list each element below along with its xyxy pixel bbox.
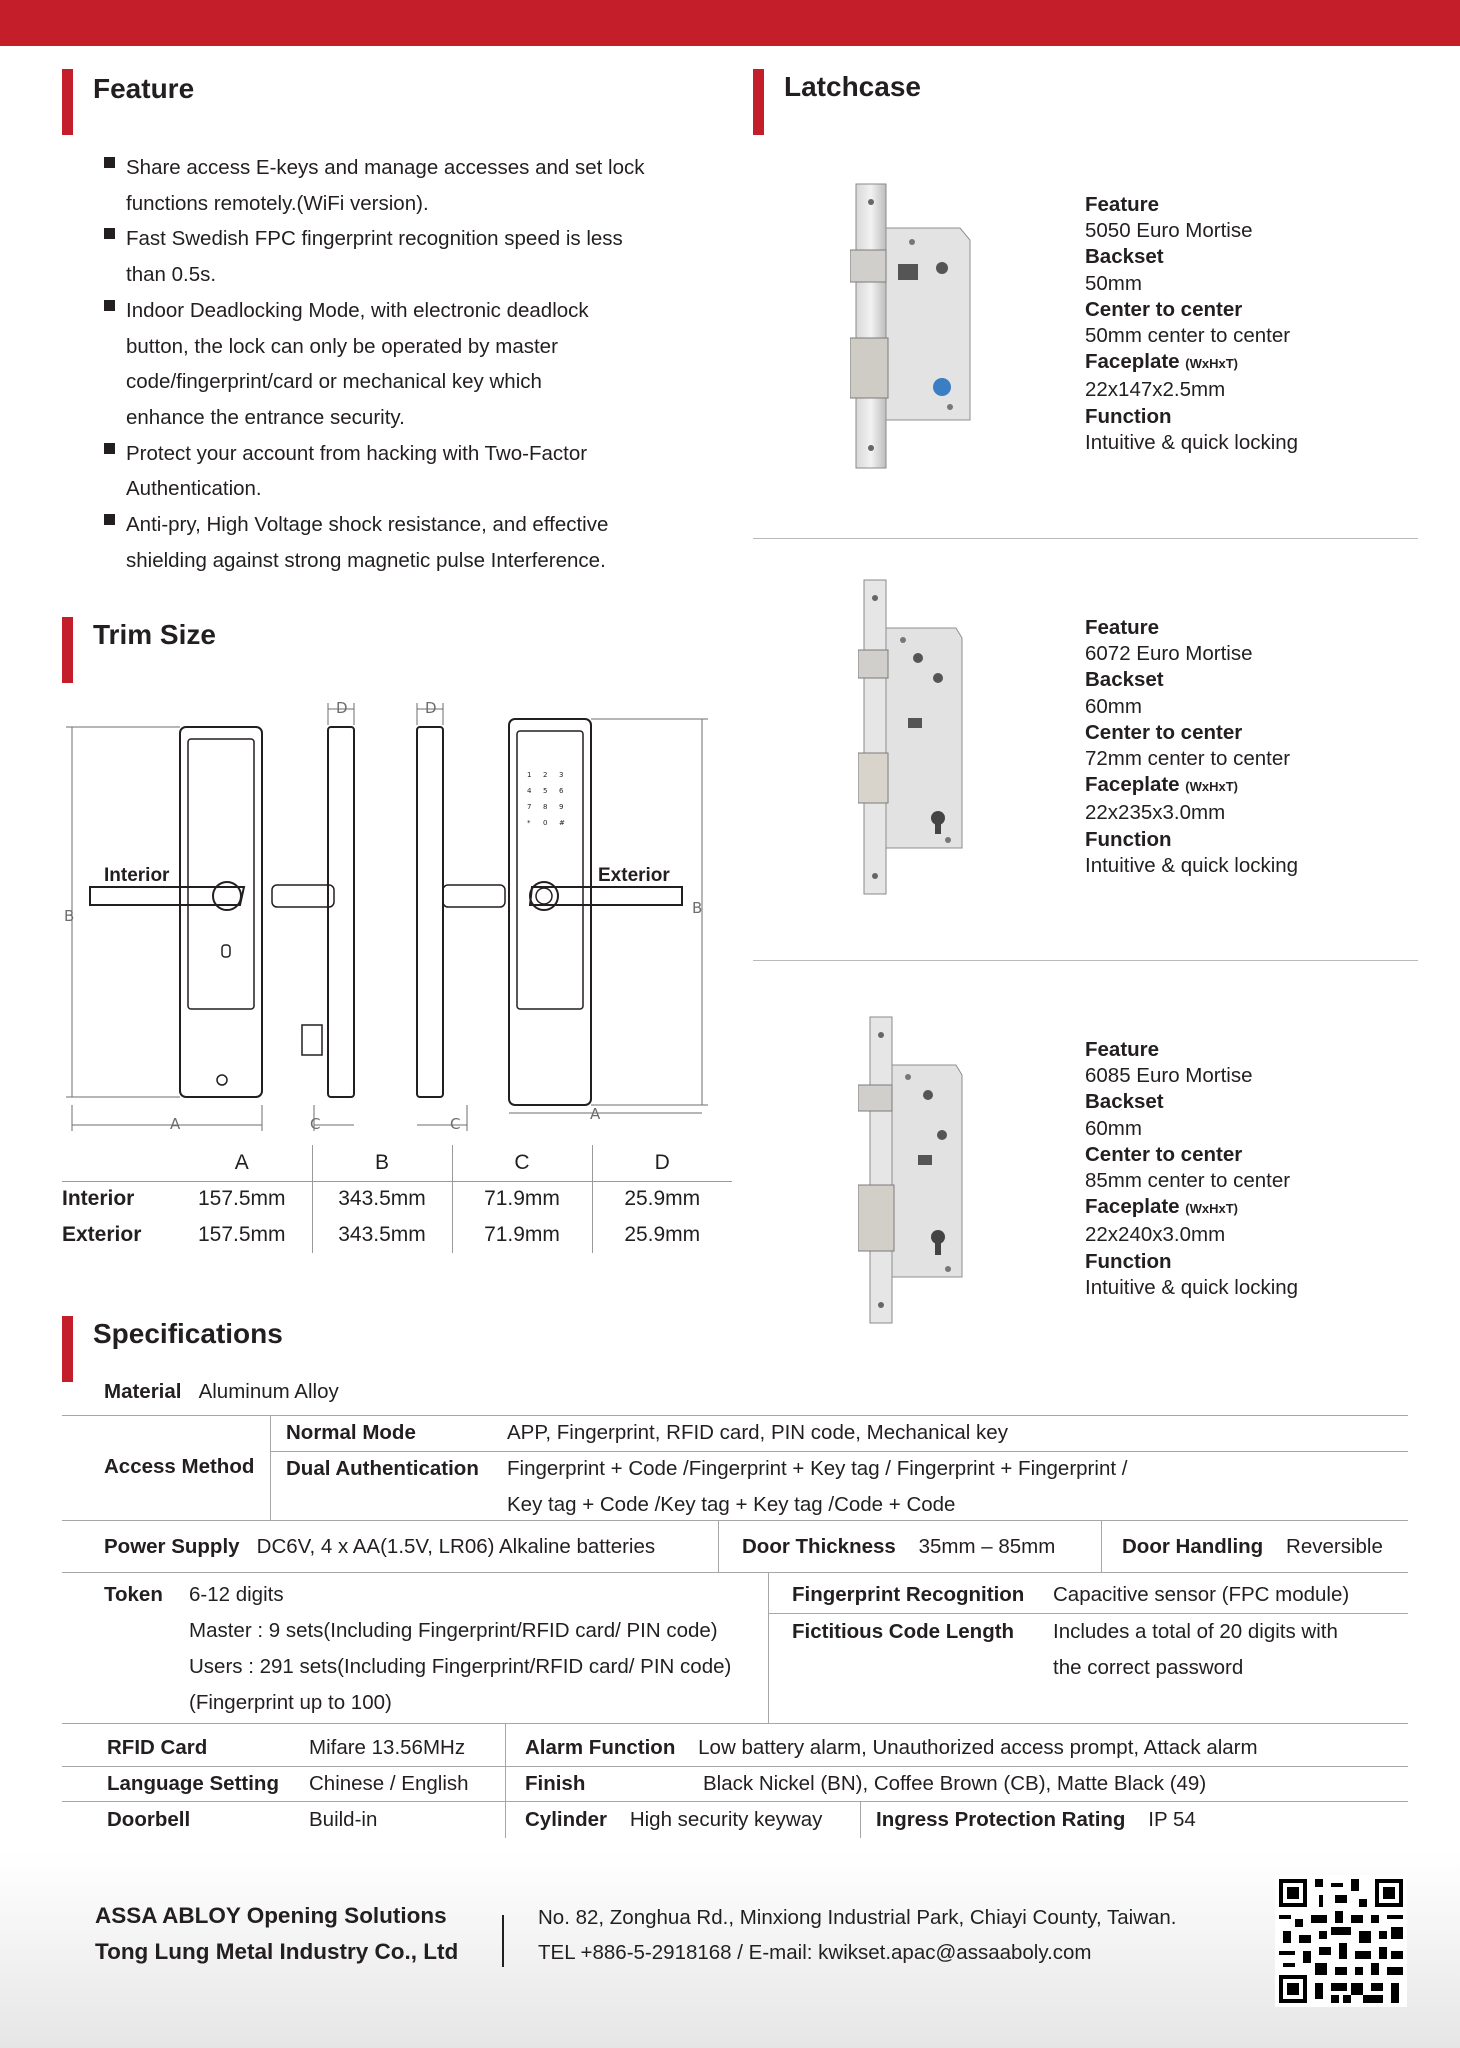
specifications-heading-text: Specifications [93,1318,283,1349]
spec-finish-value: Black Nickel (BN), Coffee Brown (CB), Matte Black (49) [703,1772,1207,1795]
latchcase-spec-6072: Feature 6072 Euro Mortise Backset 60mm Center to center 72mm center to center Faceplate (WxHxT) 22x235x3.0mm Function Intuitive & quick locking [1085,616,1299,877]
feature-item: Fast Swedish FPC fingerprint recognition speed is less than 0.5s. [100,221,720,292]
dim-c-right: C [450,1115,461,1133]
interior-label: Interior [104,865,170,886]
lock-icon [222,945,230,957]
heading-accent-bar [62,69,73,135]
spec-divider [270,1416,271,1520]
bullet-icon [104,443,115,454]
spec-language: Language Setting [107,1772,279,1795]
latchcase-divider [753,960,1418,961]
spec-fictitious-code-value: Includes a total of 20 digits with the correct password [1053,1620,1338,1679]
spec-divider [62,1572,1408,1573]
spec-rfid-card-value: Mifare 13.56MHz [309,1736,466,1759]
dim-b-left: B [64,907,75,925]
spec-fingerprint-recognition: Fingerprint Recognition [792,1583,1025,1606]
specifications-heading [62,1316,462,1382]
exterior-label: Exterior [598,865,670,886]
spec-token-value: 6-12 digits Master : 9 sets(Including Fingerprint/RFID card/ PIN code) Users : 291 sets(Including Fingerprint/RFID card/ PIN code) (Fingerprint up to 100) [189,1583,732,1714]
footer-contact: No. 82, Zonghua Rd., Minxiong Industrial Park, Chiayi County, Taiwan. TEL +886-5-2918168 / E-mail: kwikset.apac@assaaboly.com [538,1906,1177,1964]
footer-separator [502,1915,504,1967]
spec-door-handling: Door Handling Reversible [1122,1535,1383,1558]
spec-door-thickness: Door Thickness 35mm – 85mm [742,1535,1056,1558]
svg-text:0: 0 [543,819,548,827]
spec-alarm-function: Alarm Function Low battery alarm, Unauthorized access prompt, Attack alarm [525,1736,1258,1759]
latchcase-spec-6085: Feature 6085 Euro Mortise Backset 60mm Center to center 85mm center to center Faceplate (WxHxT) 22x240x3.0mm Function Intuitive & quick locking [1085,1038,1299,1299]
spec-divider [860,1802,861,1838]
bullet-icon [104,228,115,239]
latchcase-divider [753,538,1418,539]
feature-item: Share access E-keys and manage accesses and set lock functions remotely.(WiFi version). [100,150,720,221]
dim-c-left: C [310,1115,321,1133]
spec-divider [62,1520,1408,1521]
spec-divider [718,1521,719,1573]
table-row: Exterior 157.5mm 343.5mm 71.9mm 25.9mm [62,1217,732,1253]
feature-list [100,150,720,578]
svg-text:2: 2 [543,771,548,779]
svg-text:9: 9 [559,803,564,811]
svg-text:4: 4 [527,787,532,795]
svg-text:5: 5 [543,787,548,795]
spec-doorbell: Doorbell [107,1808,191,1831]
spec-divider [505,1724,506,1838]
svg-text:*: * [527,819,531,827]
trim-dimension-table [62,1145,732,1253]
dim-d-right: D [425,699,437,717]
bullet-icon [104,157,115,168]
feature-heading [62,69,462,135]
spec-dual-auth: Dual Authentication [286,1457,479,1480]
interior-side-outline [328,727,354,1097]
svg-text:1: 1 [527,771,532,779]
heading-accent-bar [62,617,73,683]
spec-access-method: Access Method [104,1455,255,1478]
spec-fictitious-code: Fictitious Code Length [792,1620,1015,1643]
heading-accent-bar [62,1316,73,1382]
latchcase-6072-image [858,578,968,896]
dim-a-left: A [170,1115,181,1133]
feature-heading-text: Feature [93,73,195,104]
heading-accent-bar [753,69,764,135]
dim-table-header: A B C D [62,1145,732,1181]
latchcase-heading [753,69,1153,135]
feature-item: Indoor Deadlocking Mode, with electronic deadlock button, the lock can only be operated by master code/fingerprint/card or mechanical key which enhance the entrance security. [100,293,720,436]
spec-finish: Finish [525,1772,586,1795]
spec-normal-mode: Normal Mode [286,1421,416,1444]
spec-material: Material Aluminum Alloy [104,1380,339,1403]
spec-token: Token [104,1583,163,1606]
latchcase-6085-image [858,1015,968,1325]
spec-normal-mode-value: APP, Fingerprint, RFID card, PIN code, Mechanical key [507,1421,1008,1444]
spec-divider [62,1723,1408,1724]
spec-cylinder: Cylinder High security keyway [525,1808,823,1831]
feature-item: Anti-pry, High Voltage shock resistance, and effective shielding against strong magnetic pulse Interference. [100,507,720,578]
keypad [527,771,565,827]
trim-size-heading-text: Trim Size [93,619,216,650]
interior-body-outline [180,727,262,1097]
svg-text:6: 6 [559,787,564,795]
trim-size-heading [62,617,462,683]
spec-divider [768,1573,769,1723]
spec-dual-auth-value: Fingerprint + Code /Fingerprint + Key tag / Fingerprint + Fingerprint / Key tag + Code /Key tag + Key tag /Code + Code [507,1457,1128,1516]
spec-language-value: Chinese / English [309,1772,469,1795]
table-row: Interior 157.5mm 343.5mm 71.9mm 25.9mm [62,1181,732,1217]
svg-text:7: 7 [527,803,532,811]
spec-doorbell-value: Build-in [309,1808,378,1831]
spec-fingerprint-recognition-value: Capacitive sensor (FPC module) [1053,1583,1350,1606]
top-brand-bar [0,0,1460,46]
trim-size-drawing [62,695,722,1135]
bullet-icon [104,514,115,525]
dim-d-left: D [336,699,348,717]
exterior-body-outline [509,719,591,1105]
spec-rfid-card: RFID Card [107,1736,208,1759]
spec-power-supply: Power Supply DC6V, 4 x AA(1.5V, LR06) Alkaline batteries [104,1535,656,1558]
spec-ingress-protection: Ingress Protection Rating IP 54 [876,1808,1196,1831]
svg-text:8: 8 [543,803,548,811]
footer-company: ASSA ABLOY Opening Solutions Tong Lung Metal Industry Co., Ltd [95,1903,459,1964]
svg-text:#: # [559,819,565,827]
exterior-side-outline [417,727,443,1097]
qr-code-icon [1275,1875,1407,2007]
latchcase-heading-text: Latchcase [784,71,921,102]
latchcase-5050-image [850,182,975,472]
spec-divider [1101,1521,1102,1573]
latchcase-spec-5050: Feature 5050 Euro Mortise Backset 50mm Center to center 50mm center to center Faceplate (WxHxT) 22x147x2.5mm Function Intuitive & quick locking [1085,193,1299,454]
bullet-icon [104,300,115,311]
feature-item: Protect your account from hacking with Two-Factor Authentication. [100,436,720,507]
svg-text:3: 3 [559,771,564,779]
keyhole-icon [217,1075,227,1085]
dim-a-right: A [590,1105,601,1123]
dim-b-right: B [692,899,703,917]
fingerprint-icon [536,888,552,904]
